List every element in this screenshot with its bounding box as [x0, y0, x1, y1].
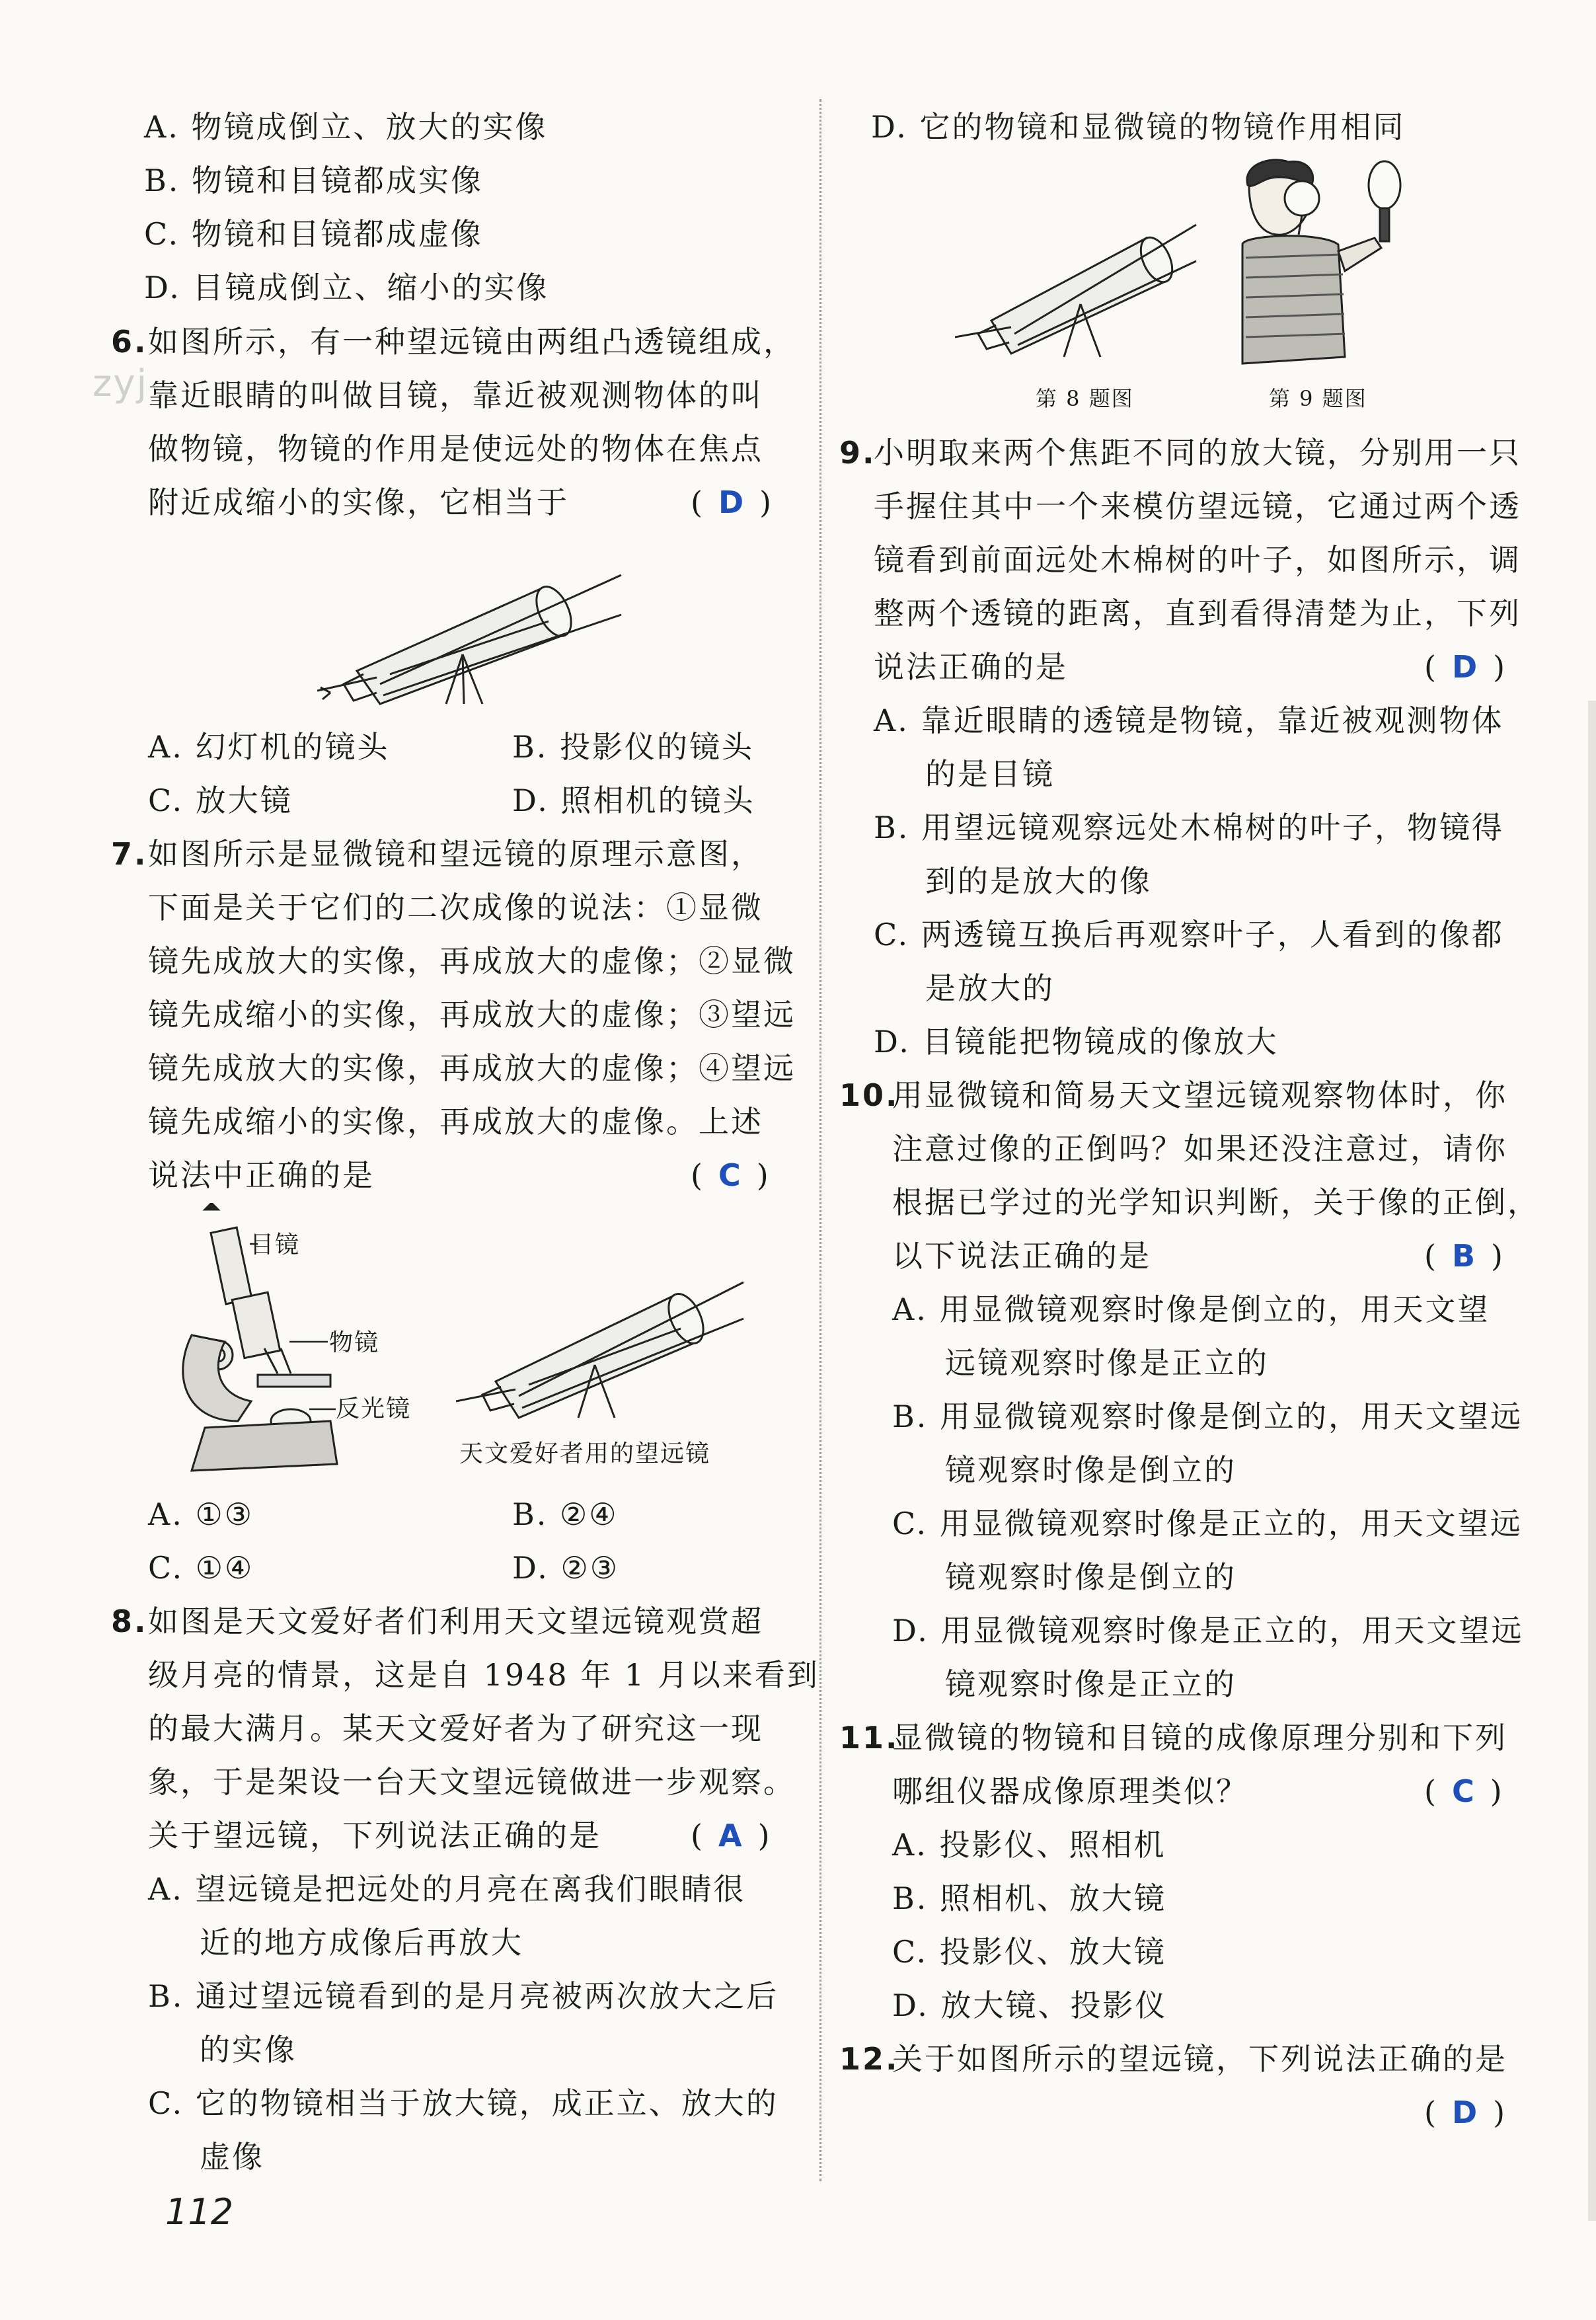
- q8-option-d: D. 它的物镜和显微镜的物镜作用相同: [871, 109, 1406, 145]
- q5-option-d: D. 目镜成倒立、缩小的实像: [144, 270, 549, 305]
- q9-text-line: 镜看到前面远处木棉树的叶子，如图所示，调: [874, 542, 1521, 578]
- q11-option-b: B. 照相机、放大镜: [892, 1880, 1167, 1916]
- q9-answer-box: ( D ): [1424, 649, 1509, 685]
- q9-option-b-cont: 到的是放大的像: [925, 863, 1152, 899]
- q11-answer: C: [1451, 1773, 1478, 1809]
- q10-answer: B: [1451, 1238, 1480, 1274]
- q7-option-c: C. ①④: [148, 1550, 254, 1586]
- q12-answer: D: [1451, 2095, 1482, 2130]
- watermark: zyj: [93, 362, 149, 405]
- q6-text-line: 做物镜，物镜的作用是使远处的物体在焦点: [148, 431, 763, 467]
- q10-option-a-cont: 远镜观察时像是正立的: [945, 1345, 1269, 1381]
- q8-number: 8.: [111, 1604, 148, 1639]
- page-edge-shadow: [1588, 701, 1596, 2221]
- q10-text-line: 以下说法正确的是: [892, 1238, 1151, 1274]
- q7-option-b: B. ②④: [512, 1496, 619, 1532]
- telescope-caption: 天文爱好者用的望远镜: [459, 1440, 711, 1467]
- q7-text-line: 说法中正确的是: [148, 1157, 375, 1193]
- microscope-label-leaders: [243, 1236, 342, 1414]
- q7-telescope-figure: [456, 1243, 747, 1421]
- q11-option-a: A. 投影仪、照相机: [892, 1827, 1166, 1863]
- fig9-caption: 第 9 题图: [1269, 386, 1367, 411]
- q6-answer-box: ( D ): [691, 484, 776, 520]
- q7-text-line: 如图所示是显微镜和望远镜的原理示意图，: [148, 836, 763, 872]
- q9-option-d: D. 目镜能把物镜成的像放大: [874, 1024, 1279, 1060]
- q10-text-line: 根据已学过的光学知识判断，关于像的正倒，: [892, 1184, 1540, 1220]
- page-number: 112: [165, 2191, 234, 2233]
- q8-option-a-cont: 近的地方成像后再放大: [200, 1925, 523, 1960]
- q6-telescope-figure: [317, 542, 628, 707]
- q10-option-b-cont: 镜观察时像是倒立的: [945, 1452, 1236, 1488]
- column-divider: [819, 99, 821, 2181]
- q9-option-a: A. 靠近眼睛的透镜是物镜，靠近被观测物体: [874, 703, 1504, 738]
- q8-option-c-cont: 虚像: [200, 2139, 264, 2175]
- q10-text-line: 注意过像的正倒吗？如果还没注意过，请你: [892, 1131, 1507, 1167]
- q12-number: 12.: [839, 2041, 899, 2077]
- q5-option-c: C. 物镜和目镜都成虚像: [144, 216, 483, 252]
- q12-answer-box: ( D ): [1424, 2095, 1509, 2130]
- q8-text-line: 象，于是架设一台天文望远镜做进一步观察。: [148, 1764, 796, 1800]
- q9-text-line: 整两个透镜的距离，直到看得清楚为止，下列: [874, 596, 1521, 631]
- q6-option-a: A. 幻灯机的镜头: [148, 729, 390, 765]
- q9-option-b: B. 用望远镜观察远处木棉树的叶子，物镜得: [874, 810, 1505, 845]
- q10-option-c: C. 用显微镜观察时像是正立的，用天文望远: [892, 1506, 1523, 1541]
- q5-option-a: A. 物镜成倒立、放大的实像: [144, 109, 548, 145]
- q10-option-b: B. 用显微镜观察时像是倒立的，用天文望远: [892, 1399, 1523, 1434]
- q9-text-line: 手握住其中一个来模仿望远镜，它通过两个透: [874, 488, 1521, 524]
- q8-text-line: 如图是天文爱好者们利用天文望远镜观赏超: [148, 1604, 763, 1639]
- q9-option-c-cont: 是放大的: [925, 970, 1055, 1006]
- q6-number: 6.: [111, 324, 148, 360]
- fig9-boy-with-magnifiers: [1223, 159, 1414, 370]
- q11-option-d: D. 放大镜、投影仪: [892, 1988, 1168, 2023]
- q10-text-line: 用显微镜和简易天文望远镜观察物体时，你: [892, 1077, 1507, 1113]
- q7-option-a: A. ①③: [148, 1496, 254, 1532]
- q8-option-a: A. 望远镜是把远处的月亮在离我们眼睛很: [148, 1871, 746, 1907]
- q10-answer-box: ( B ): [1424, 1238, 1507, 1274]
- fig8-caption: 第 8 题图: [1036, 386, 1134, 411]
- q6-option-d: D. 照相机的镜头: [512, 783, 755, 818]
- q10-number: 10.: [839, 1077, 899, 1113]
- q8-option-c: C. 它的物镜相当于放大镜，成正立、放大的: [148, 2085, 779, 2121]
- q8-answer: A: [718, 1818, 746, 1853]
- q8-answer-box: ( A ): [691, 1818, 774, 1853]
- eyepiece-label: 目镜: [250, 1231, 301, 1258]
- q8-text-line: 的最大满月。某天文爱好者为了研究这一现: [148, 1711, 763, 1746]
- q7-text-line: 镜先成放大的实像，再成放大的虚像；②显微: [148, 943, 796, 979]
- q11-option-c: C. 投影仪、放大镜: [892, 1934, 1166, 1970]
- q10-option-a: A. 用显微镜观察时像是倒立的，用天文望: [892, 1292, 1490, 1327]
- q8-text-line: 级月亮的情景，这是自 1948 年 1 月以来看到: [148, 1657, 819, 1693]
- q11-text-line: 哪组仪器成像原理类似？: [892, 1773, 1248, 1809]
- q10-option-d-cont: 镜观察时像是正立的: [945, 1666, 1236, 1702]
- q7-answer-box: ( C ): [691, 1157, 773, 1193]
- q8-text-line: 关于望远镜，下列说法正确的是: [148, 1818, 601, 1853]
- q6-option-b: B. 投影仪的镜头: [512, 729, 755, 765]
- q10-option-c-cont: 镜观察时像是倒立的: [945, 1559, 1236, 1595]
- q7-answer: C: [718, 1157, 745, 1193]
- q11-text-line: 显微镜的物镜和目镜的成像原理分别和下列: [892, 1720, 1507, 1756]
- fig8-telescope: [955, 198, 1199, 364]
- q7-option-d: D. ②③: [512, 1550, 619, 1586]
- q9-option-c: C. 两透镜互换后再观察叶子，人看到的像都: [874, 917, 1504, 952]
- q8-option-b-cont: 的实像: [200, 2032, 297, 2068]
- q11-number: 11.: [839, 1720, 899, 1756]
- mirror-label: 反光镜: [336, 1395, 412, 1422]
- q9-text-line: 小明取来两个焦距不同的放大镜，分别用一只: [874, 435, 1521, 471]
- objective-label: 物镜: [329, 1329, 380, 1356]
- q6-text-line: 如图所示，有一种望远镜由两组凸透镜组成，: [148, 324, 796, 360]
- q9-number: 9.: [839, 435, 876, 471]
- q9-text-line: 说法正确的是: [874, 649, 1068, 685]
- q7-text-line: 镜先成放大的实像，再成放大的虚像；④望远: [148, 1050, 796, 1086]
- q7-text-line: 镜先成缩小的实像，再成放大的虚像；③望远: [148, 997, 796, 1032]
- q6-answer: D: [718, 484, 748, 520]
- q6-text-line: 靠近眼睛的叫做目镜，靠近被观测物体的叫: [148, 377, 763, 413]
- q10-option-d: D. 用显微镜观察时像是正立的，用天文望远: [892, 1613, 1524, 1648]
- q8-option-b: B. 通过望远镜看到的是月亮被两次放大之后: [148, 1978, 779, 2014]
- q12-text-line: 关于如图所示的望远镜，下列说法正确的是: [892, 2041, 1507, 2077]
- q7-text-line: 下面是关于它们的二次成像的说法：①显微: [148, 890, 763, 925]
- q7-text-line: 镜先成缩小的实像，再成放大的虚像。上述: [148, 1104, 763, 1140]
- q9-answer: D: [1451, 649, 1482, 685]
- q6-text-line: 附近成缩小的实像，它相当于: [148, 484, 569, 520]
- q5-option-b: B. 物镜和目镜都成实像: [144, 163, 484, 198]
- q7-number: 7.: [111, 836, 148, 872]
- q9-option-a-cont: 的是目镜: [925, 756, 1055, 792]
- q6-option-c: C. 放大镜: [148, 783, 293, 818]
- q11-answer-box: ( C ): [1424, 1773, 1506, 1809]
